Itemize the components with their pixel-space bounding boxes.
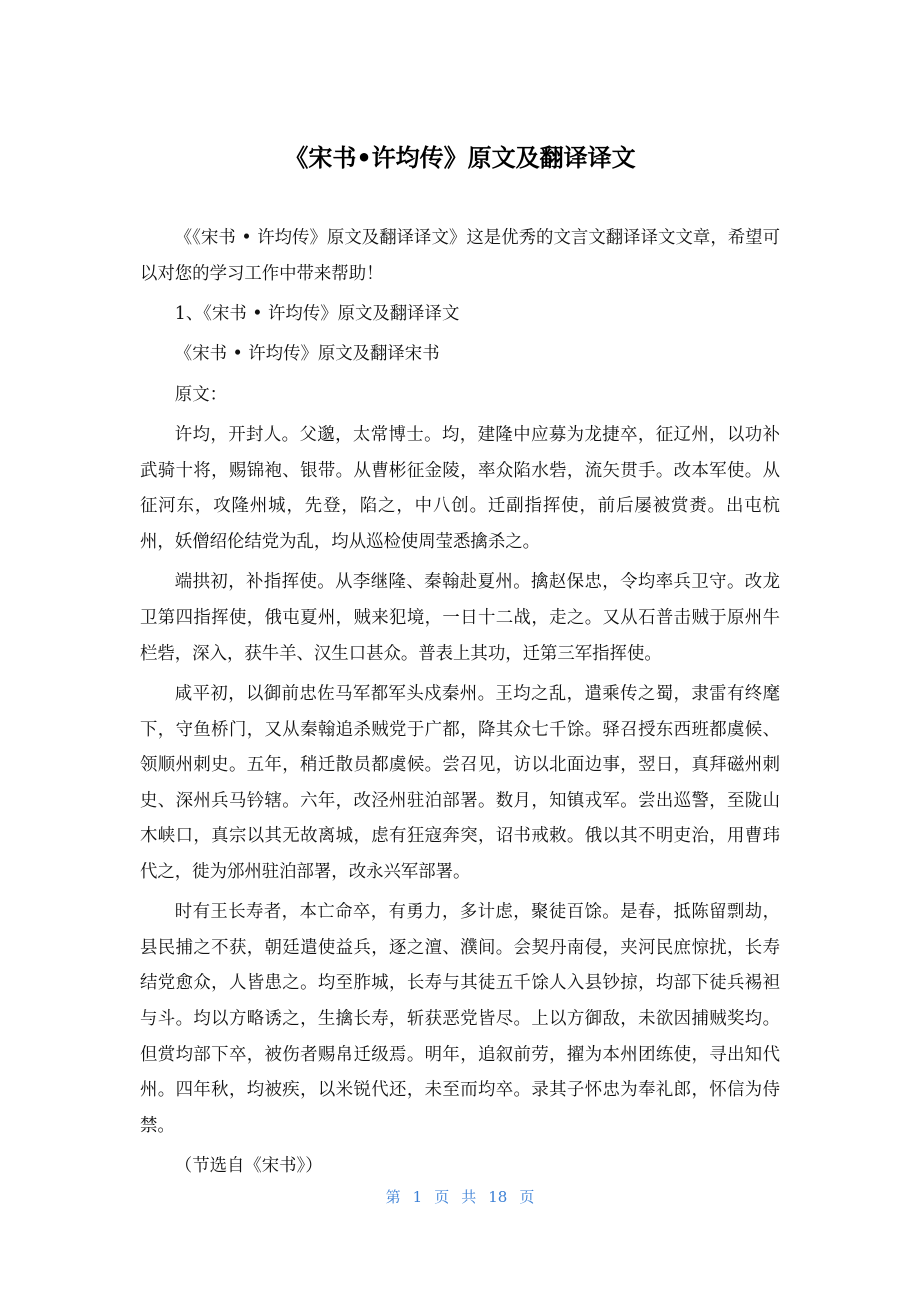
footer-current-page: 1: [412, 1188, 423, 1206]
intro-paragraph: 《《宋书 • 许均传》原文及翻译译文》这是优秀的文言文翻译译文文章，希望可以对您的学习工作中带来帮助！: [140, 228, 780, 284]
original-text-paragraph: 咸平初，以御前忠佐马军都军头戍秦州。王均之乱，遣乘传之蜀，隶雷有终麾下，守鱼桥门，又从秦翰追杀贼党于广都，降其众七千馀。驿召授东西班都虞候、领顺州刺史。五年，稍迁散员都虞候。尝召见，访以北面边事，翌日，真拜磁州刺史、深州兵马钤辖。六年，改泾州驻泊部署。数月，知镇戎军。尝出巡警，至陇山木峡口，真宗以其无故离城，虑有狂寇奔突，诏书戒敕。俄以其不明吏治，用曹玮代之，徙为邠州驻泊部署，改永兴军部署。: [140, 683, 780, 882]
original-text-paragraph: 时有王长寿者，本亡命卒，有勇力，多计虑，聚徒百馀。是春，抵陈留剽劫，县民捕之不获，朝廷遣使益兵，逐之澶、濮间。会契丹南侵，夹河民庶惊扰，长寿结党愈众，人皆患之。均至胙城，长寿与其徒五千馀人入县钞掠，均部下徒兵裼袒与斗。均以方略诱之，生擒长寿，斩获恶党皆尽。上以方御敌，未欲因捕贼奖均。但赏均部下卒，被伤者赐帛迁级焉。明年，追叙前劳，擢为本州团练使，寻出知代州。四年秋，均被疾，以米锐代还，未至而均卒。录其子怀忠为奉礼郎，怀信为侍禁。: [140, 902, 780, 1136]
footer-page-suffix: 页: [434, 1188, 450, 1206]
page-title: 《宋书•许均传》原文及翻译译文: [284, 144, 636, 172]
original-text-paragraph: 许均，开封人。父邈，太常博士。均，建隆中应募为龙捷卒，征辽州，以功补武骑十将，赐锦袍、银带。从曹彬征金陵，率众陷水砦，流矢贯手。改本军使。从征河东，攻隆州城，先登，陷之，中八创。迁副指挥使，前后屡被赏赉。出屯杭州，妖僧绍伦结党为乱，均从巡检使周莹悉擒杀之。: [140, 425, 780, 552]
section-heading: 1、《宋书 • 许均传》原文及翻译译文: [174, 303, 460, 324]
page-footer: [0, 1185, 920, 1209]
footer-total-label: 共: [461, 1188, 477, 1206]
footer-total-pages: 18: [488, 1188, 508, 1206]
original-text-paragraph: 端拱初，补指挥使。从李继隆、秦翰赴夏州。擒赵保忠，令均率兵卫守。改龙卫第四指挥使，俄屯夏州，贼来犯境，一日十二战，走之。又从石普击贼于原州牛栏砦，深入，获牛羊、汉生口甚众。普表上其功，迁第三军指挥使。: [140, 572, 780, 664]
subsection-heading: 《宋书 • 许均传》原文及翻译宋书: [174, 344, 440, 365]
original-text-label: 原文：: [174, 384, 227, 405]
source-note: （节选自《宋书》）: [174, 1156, 323, 1177]
footer-page-label: 第: [385, 1188, 401, 1206]
footer-total-suffix: 页: [519, 1188, 535, 1206]
document-body: [140, 221, 780, 1190]
